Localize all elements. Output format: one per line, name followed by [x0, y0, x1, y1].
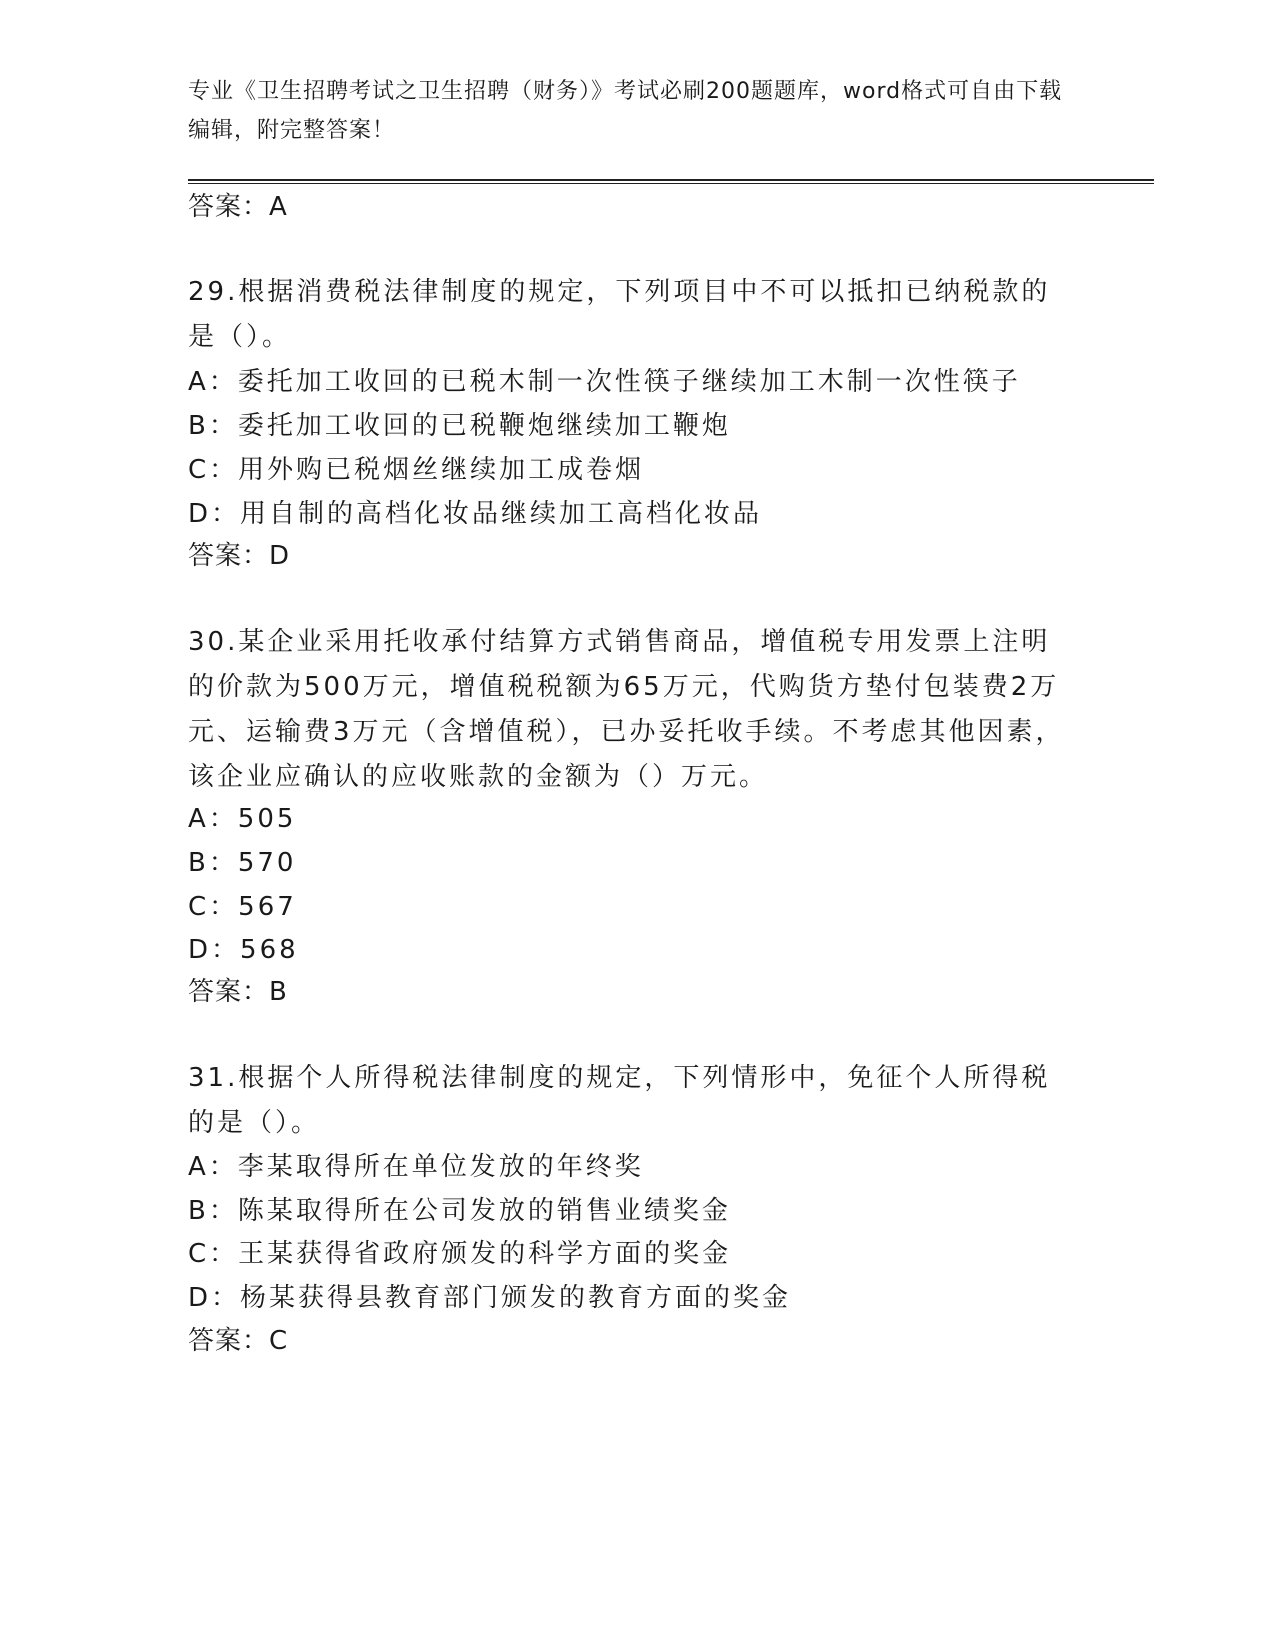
question-29-answer: 答案：D [188, 541, 291, 571]
question-29-option-d: D：用自制的高档化妆品继续加工高档化妆品 [188, 499, 763, 529]
question-30-option-a: A：505 [188, 804, 297, 834]
question-29-stem: 29.根据消费税法律制度的规定，下列项目中不可以抵扣已纳税款的是（）。 [188, 277, 1051, 352]
question-31-answer: 答案：C [188, 1326, 289, 1356]
question-29-option-a: A：委托加工收回的已税木制一次性筷子继续加工木制一次性筷子 [188, 367, 1021, 397]
question-31-stem: 31.根据个人所得税法律制度的规定，下列情形中，免征个人所得税的是（）。 [188, 1063, 1051, 1138]
question-30-option-c: C：567 [188, 892, 297, 922]
question-30-option-b: B：570 [188, 848, 297, 878]
header-divider-thin [188, 183, 1154, 184]
question-31-option-a: A：李某取得所在单位发放的年终奖 [188, 1152, 644, 1182]
question-29-option-c: C：用外购已税烟丝继续加工成卷烟 [188, 455, 645, 485]
previous-answer: 答案：A [188, 192, 288, 222]
question-30-option-d: D：568 [188, 935, 299, 965]
question-31-option-c: C：王某获得省政府颁发的科学方面的奖金 [188, 1239, 732, 1269]
question-31-option-b: B：陈某取得所在公司发放的销售业绩奖金 [188, 1196, 731, 1226]
page-header: 专业《卫生招聘考试之卫生招聘（财务）》考试必刷200题题库，word格式可自由下载编辑，附完整答案！ [188, 79, 1063, 143]
question-30-answer: 答案：B [188, 977, 288, 1007]
question-31-option-d: D：杨某获得县教育部门颁发的教育方面的奖金 [188, 1283, 792, 1313]
question-30-stem: 30.某企业采用托收承付结算方式销售商品，增值税专用发票上注明的价款为500万元，增值税税额为65万元，代购货方垫付包装费2万元、运输费3万元（含增值税），已办妥托收手续。不考虑其他因素，该企业应确认的应收账款的金额为（）万元。 [188, 627, 1065, 792]
question-29-option-b: B：委托加工收回的已税鞭炮继续加工鞭炮 [188, 411, 731, 441]
header-divider [188, 179, 1154, 181]
